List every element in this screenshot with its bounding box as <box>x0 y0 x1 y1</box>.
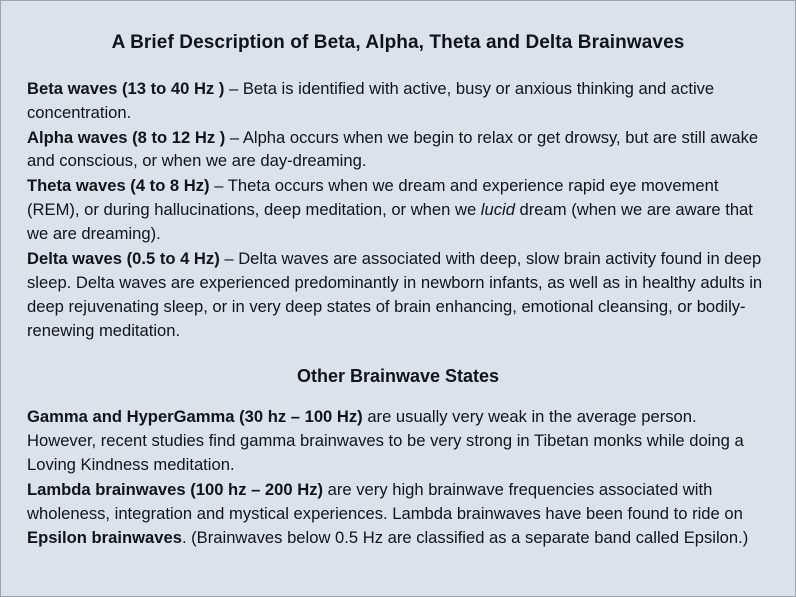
paragraph-theta-text-before: Theta occurs when we dream and experience rapid eye movement (REM), or during hallucinations, deep meditation, or when we <box>27 176 719 220</box>
paragraph-beta-text: Beta is identified with active, busy or anxious thinking and active concentration. <box>27 78 715 122</box>
section-heading-other-brainwave-states: Other Brainwave States <box>296 365 500 386</box>
paragraph-delta-label: Delta waves (0.5 to 4 Hz) <box>27 248 220 268</box>
paragraph-delta-text: Delta waves are associated with deep, slow brain activity found in deep sleep. Delta waves are experienced predominantly in newborn infants, as well as in healthy adults in deep rejuvenating sleep, or in very deep states of brain enhancing, emotional cleansing, or bodily-renewing meditation. <box>27 248 763 340</box>
paragraph-gamma-label: Gamma and HyperGamma (30 hz – 100 Hz) <box>27 407 363 427</box>
paragraph-delta <box>27 247 769 343</box>
paragraph-lambda-text-before: are very high brainwave frequencies associated with wholeness, integration and mystical experiences. Lambda brainwaves have been found to ride on <box>27 479 743 523</box>
page-title: A Brief Description of Beta, Alpha, Theta and Delta Brainwaves <box>111 32 685 53</box>
paragraph-beta-label: Beta waves (13 to 40 Hz ) <box>27 78 225 98</box>
paragraph-gamma <box>27 405 769 477</box>
paragraph-alpha <box>27 126 769 174</box>
paragraph-delta-dash: – <box>219 248 239 268</box>
paragraph-theta <box>27 174 769 246</box>
other-brainwave-definitions <box>27 405 769 549</box>
paragraph-theta-italic: lucid <box>480 200 515 220</box>
paragraph-lambda <box>27 478 769 550</box>
paragraph-lambda-bold-epsilon: Epsilon brainwaves <box>27 527 182 547</box>
paragraph-theta-text-after: dream (when we are aware that we are dreaming). <box>27 200 753 244</box>
paragraph-gamma-text: are usually very weak in the average person. However, recent studies find gamma brainwaves to be very strong in Tibetan monks while doing a Loving Kindness meditation. <box>27 407 744 474</box>
paragraph-lambda-text-after: . (Brainwaves below 0.5 Hz are classified as a separate band called Epsilon.) <box>181 527 749 547</box>
paragraph-alpha-text: Alpha occurs when we begin to relax or get drowsy, but are still awake and conscious, or when we are day-dreaming. <box>27 127 759 171</box>
paragraph-alpha-label: Alpha waves (8 to 12 Hz ) <box>27 127 226 147</box>
brainwave-definitions <box>27 77 769 343</box>
paragraph-theta-label: Theta waves (4 to 8 Hz) <box>27 176 210 196</box>
paragraph-beta <box>27 77 769 125</box>
paragraph-alpha-dash: – <box>225 127 243 147</box>
paragraph-beta-dash: – <box>224 78 243 98</box>
paragraph-lambda-label: Lambda brainwaves (100 hz – 200 Hz) <box>27 479 324 499</box>
paragraph-theta-dash: – <box>209 176 228 196</box>
